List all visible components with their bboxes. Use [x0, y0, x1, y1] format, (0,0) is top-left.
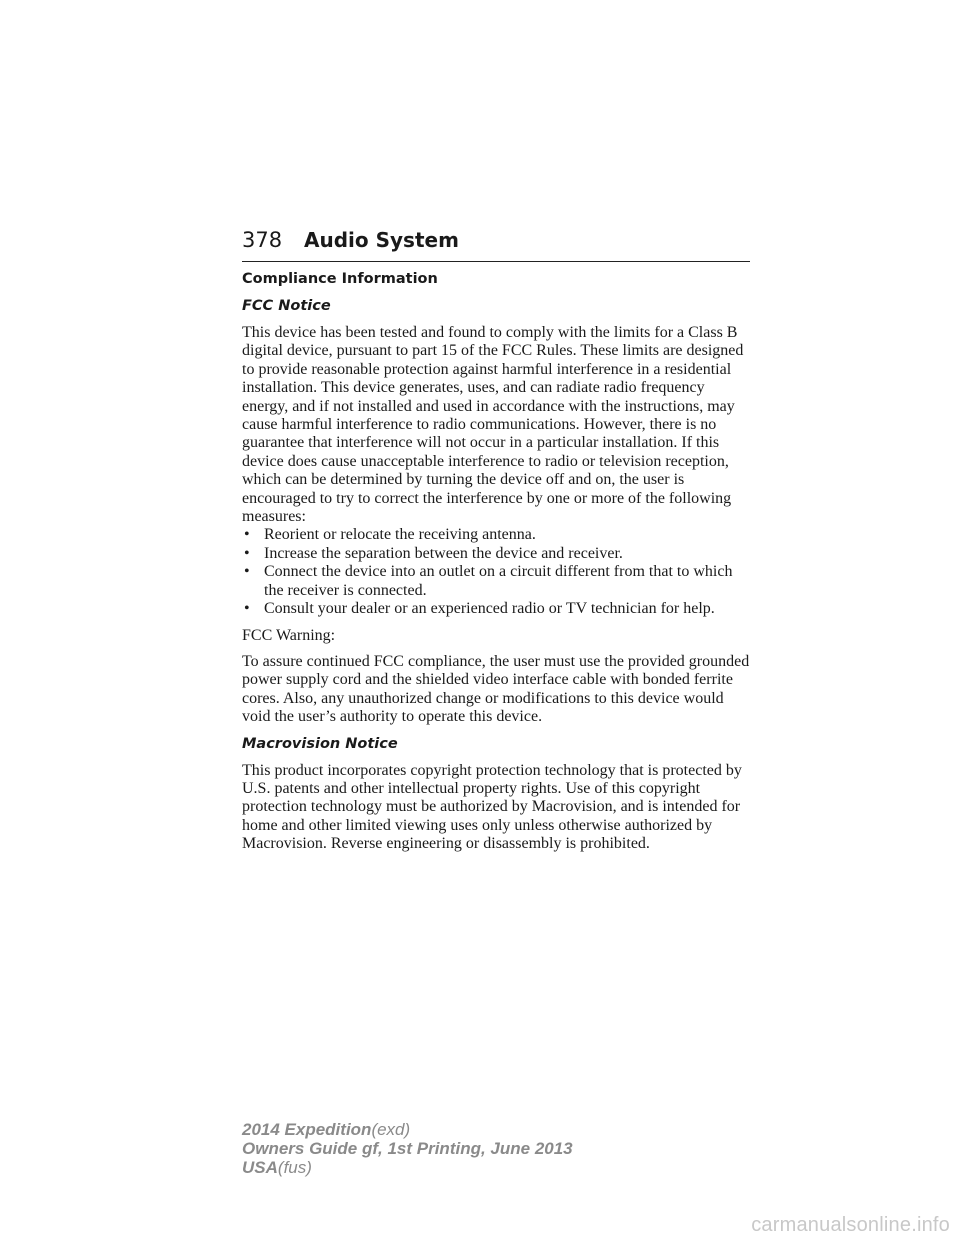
list-item	[242, 563, 754, 600]
page-content	[242, 270, 754, 862]
footer-line-1	[242, 1120, 573, 1139]
page-header	[242, 228, 750, 262]
macrovision-heading: Macrovision Notice	[242, 735, 398, 752]
macrovision-paragraph: This product incorporates copyright protection technology that is protected by U.S. patents and other intellectual property rights. Use of this copyright protection technology must be authorized by Macrovision, and is intended for home and other limited viewing uses only unless otherwise authorized by Macrovision. Reverse engineering or disassembly is prohibited.	[242, 761, 742, 853]
list-item	[242, 526, 754, 544]
list-item-text: Connect the device into an outlet on a circuit different from that to which the receiver is connected.	[264, 563, 733, 599]
fcc-warning-label: FCC Warning:	[242, 626, 336, 644]
document-footer	[242, 1120, 573, 1177]
footer-market-code: (fus)	[277, 1158, 312, 1177]
bullet-icon: •	[244, 544, 250, 562]
fcc-notice-paragraph: This device has been tested and found to comply with the limits for a Class B digital device, pursuant to part 15 of the FCC Rules. These limits are designed to provide reasonable protection against harmful interference in a residential installation. This device generates, uses, and can radiate radio frequency energy, and if not installed and used in accordance with the instructions, may cause harmful interference to radio communications. However, there is no guarantee that interference will not occur in a particular installation. If this device does cause unacceptable interference to radio or television reception, which can be determined by turning the device off and on, the user is encouraged to try to correct the interference by one or more of the following measures:	[242, 324, 744, 526]
list-item-text: Increase the separation between the device and receiver.	[264, 544, 623, 562]
list-item-text: Reorient or relocate the receiving antenna.	[264, 526, 536, 544]
footer-line-3	[242, 1158, 573, 1177]
page-number: 378	[242, 228, 283, 252]
list-item	[242, 545, 754, 563]
footer-model: 2014 Expedition	[242, 1120, 372, 1139]
footer-model-code: (exd)	[371, 1120, 411, 1139]
bullet-icon: •	[244, 563, 250, 581]
footer-line-2: Owners Guide gf, 1st Printing, June 2013	[242, 1139, 573, 1158]
section-title: Audio System	[304, 228, 459, 252]
bullet-icon: •	[244, 526, 250, 544]
measures-list	[242, 526, 754, 618]
compliance-heading: Compliance Information	[242, 271, 438, 287]
footer-market: USA	[242, 1158, 278, 1177]
watermark: carmanualsonline.info	[751, 1214, 950, 1236]
bullet-icon: •	[244, 600, 250, 618]
list-item	[242, 600, 754, 618]
list-item-text: Consult your dealer or an experienced radio or TV technician for help.	[264, 600, 715, 618]
fcc-notice-heading: FCC Notice	[242, 298, 331, 314]
fcc-warning-paragraph: To assure continued FCC compliance, the user must use the provided grounded power supply cord and the shielded video interface cable with bonded ferrite cores. Also, any unauthorized change or modifications to this device would void the user’s authority to operate this device.	[242, 652, 750, 726]
